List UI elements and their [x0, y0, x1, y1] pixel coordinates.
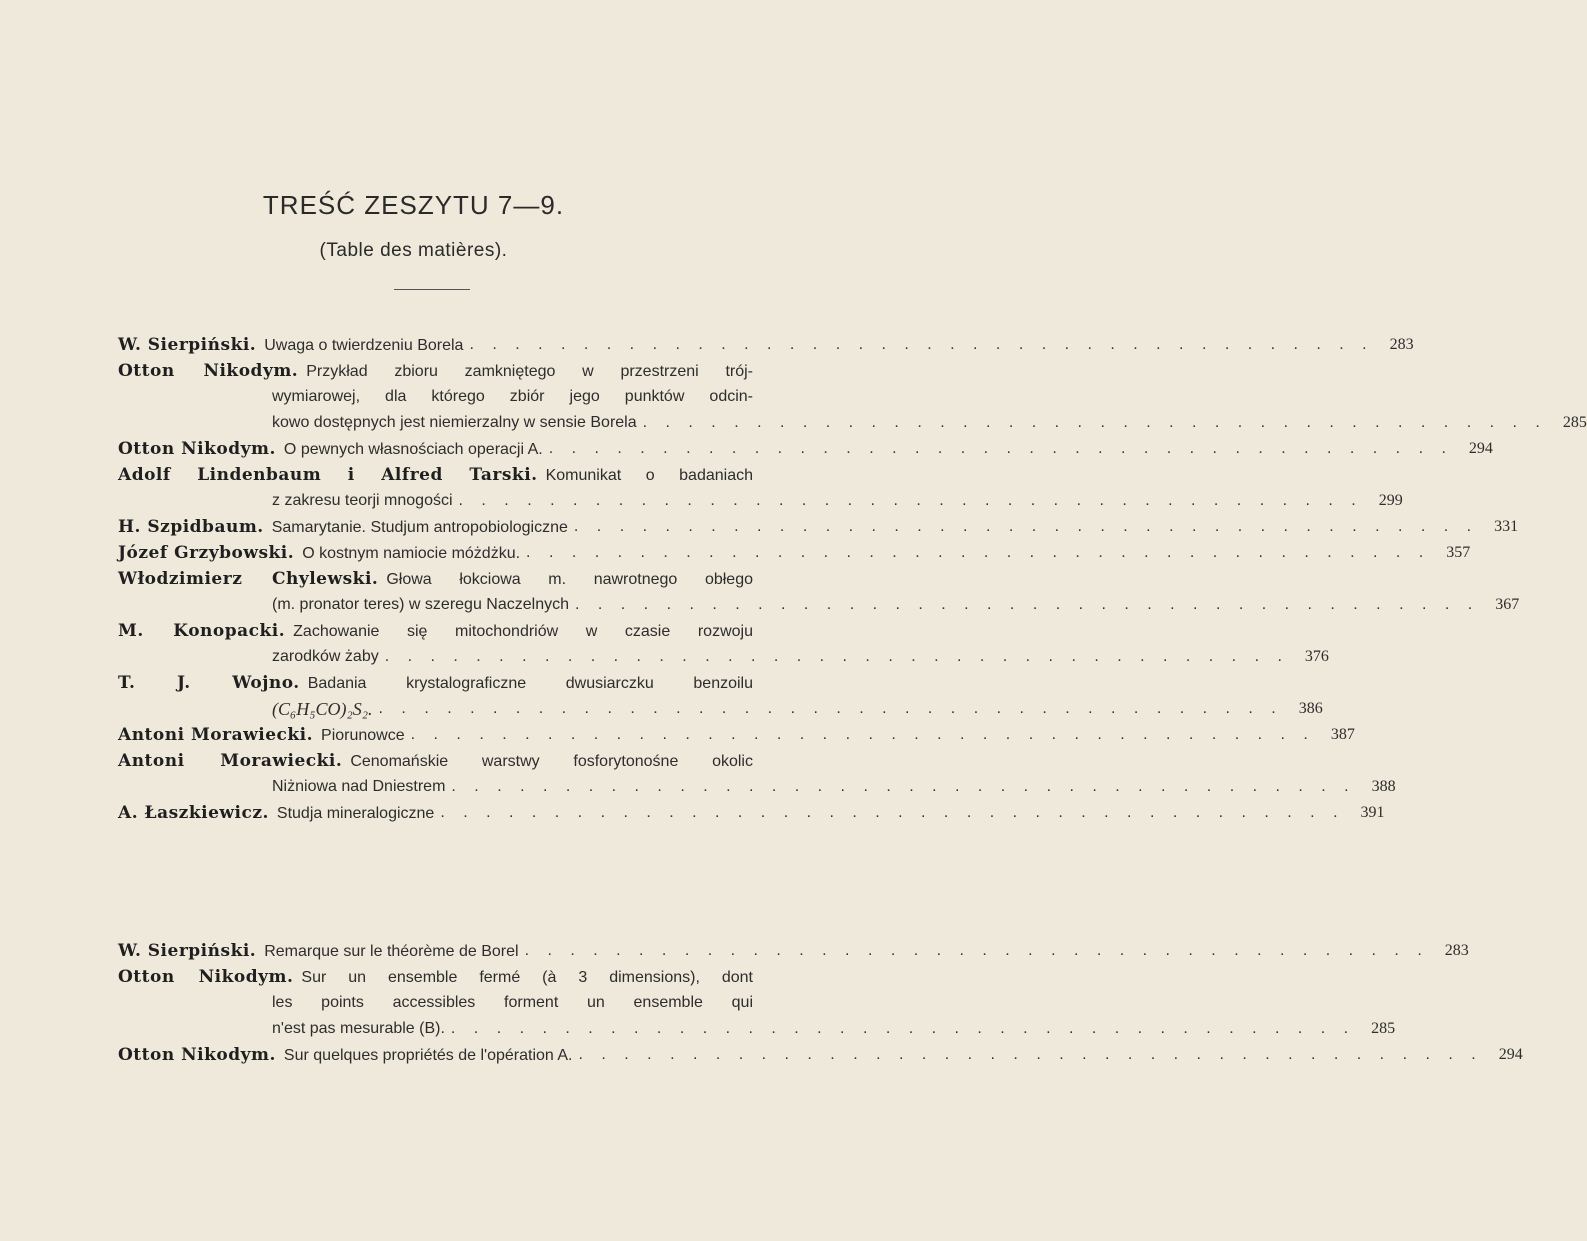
toc-page-number: 391	[1360, 804, 1385, 821]
toc-line	[118, 462, 753, 488]
page-subtitle: (Table des matières).	[319, 240, 508, 261]
toc-line	[118, 748, 753, 774]
toc-title: Sur quelques propriétés de l'opération A.	[283, 1047, 573, 1064]
leader-dots: . . . . . . . . . . . . . . . . . . . . . . . . . . . . . . . . . . . . . . . .	[469, 336, 1374, 353]
toc-entry	[118, 566, 1520, 618]
toc-line	[118, 722, 1355, 748]
toc-entry	[118, 332, 1414, 358]
toc-page-number: 331	[1494, 518, 1519, 535]
toc-page-number: 285	[1371, 1020, 1396, 1037]
leader-dots: . . . . . . . . . . . . . . . . . . . . . . . . . . . . . . . . . . . . . . . .	[440, 804, 1345, 821]
toc-entry	[118, 800, 1385, 826]
toc-line	[118, 800, 1385, 826]
toc-line	[118, 670, 753, 696]
toc-author: Włodzimierz Chylewski.	[118, 569, 379, 589]
toc-line	[118, 436, 1493, 462]
toc-entry	[118, 436, 1493, 462]
toc-author: Adolf Lindenbaum i Alfred Tarski.	[118, 465, 538, 485]
toc-entry	[118, 938, 1469, 964]
toc-author: Otton Nikodym.	[118, 1045, 276, 1065]
toc-line	[118, 488, 1403, 514]
leader-dots: . . . . . . . . . . . . . . . . . . . . . . . . . . . . . . . . . . . . . . . .	[578, 1046, 1483, 1063]
toc-page-number: 386	[1298, 700, 1323, 717]
toc-author: Otton Nikodym.	[118, 439, 276, 459]
leader-dots: . . . . . . . . . . . . . . . . . . . . . . . . . . . . . . . . . . . . . . . .	[573, 518, 1479, 535]
toc-title: Sur un ensemble fermé (à 3 dimensions), dont	[301, 969, 753, 986]
toc-entry	[118, 540, 1471, 566]
toc-entry	[118, 618, 1329, 670]
toc-line	[118, 332, 1414, 358]
toc-page-number: 283	[1444, 942, 1469, 959]
toc-entry	[118, 722, 1355, 748]
toc-page-number: 376	[1304, 648, 1329, 665]
leader-dots: . . . . . . . . . . . . . . . . . . . . . . . . . . . . . . . . . . . . . . . .	[378, 700, 1283, 717]
toc-entry	[118, 514, 1519, 540]
toc-title: Zachowanie się mitochondriów w czasie rozwoju	[293, 623, 753, 640]
toc-author: W. Sierpiński.	[118, 335, 257, 355]
toc-line	[118, 1042, 1523, 1068]
toc-line	[118, 540, 1471, 566]
leader-dots: . . . . . . . . . . . . . . . . . . . . . . . . . . . . . . . . . . . . . . . .	[410, 726, 1315, 743]
toc-entry	[118, 670, 1323, 722]
toc-title: Uwaga o twierdzeniu Borela	[264, 337, 464, 354]
toc-title: Studja mineralogiczne	[276, 805, 435, 822]
toc-entry	[118, 748, 1396, 800]
toc-author: M. Konopacki.	[118, 621, 286, 641]
toc-entry	[118, 462, 1403, 514]
toc-title: les points accessibles forment un ensemble qui	[272, 994, 753, 1011]
toc-title: Cenomańskie warstwy fosforytonośne okolic	[350, 753, 753, 770]
leader-dots: . . . . . . . . . . . . . . . . . . . . . . . . . . . . . . . . . . . . . . . .	[548, 440, 1453, 457]
toc-page-number: 357	[1446, 544, 1471, 561]
toc-title: zarodków żaby	[272, 648, 379, 665]
toc-page-number: 285	[1562, 414, 1587, 431]
toc-title: Głowa łokciowa m. nawrotnego obłego	[386, 571, 753, 588]
toc-line	[118, 696, 1323, 722]
toc-author: H. Szpidbaum.	[118, 517, 264, 537]
toc-line	[118, 592, 1520, 618]
toc-author: Otton Nikodym.	[118, 361, 299, 381]
toc-title: Samarytanie. Studjum antropobiologiczne	[271, 519, 568, 536]
toc-title: Niżniowa nad Dniestrem	[272, 778, 446, 795]
toc-title: n'est pas mesurable (B).	[272, 1020, 445, 1037]
leader-dots: . . . . . . . . . . . . . . . . . . . . . . . . . . . . . . . . . . . . . . . .	[575, 596, 1480, 613]
toc-author: Antoni Morawiecki.	[118, 725, 314, 745]
toc-polish	[118, 332, 1587, 826]
toc-title: wymiarowej, dla którego zbiór jego punktów odcin-	[272, 388, 753, 405]
toc-line	[118, 964, 753, 990]
toc-title: Remarque sur le théorème de Borel	[264, 943, 519, 960]
toc-entry	[118, 964, 1396, 1042]
divider	[394, 289, 470, 290]
toc-line	[118, 644, 1329, 670]
toc-page-number: 367	[1495, 596, 1520, 613]
leader-dots: . . . . . . . . . . . . . . . . . . . . . . . . . . . . . . . . . . . . . . . .	[642, 414, 1547, 431]
toc-title: Komunikat o badaniach	[545, 467, 753, 484]
toc-page-number: 299	[1378, 492, 1403, 509]
toc-title: z zakresu teorji mnogości	[272, 492, 453, 509]
toc-line	[118, 410, 1587, 436]
toc-line	[118, 384, 753, 410]
toc-author: Antoni Morawiecki.	[118, 751, 343, 771]
toc-author: A. Łaszkiewicz.	[118, 803, 269, 823]
toc-page-number: 388	[1371, 778, 1396, 795]
toc-title: Badania krystalograficzne dwusiarczku benzoilu	[307, 675, 754, 692]
leader-dots: . . . . . . . . . . . . . . . . . . . . . . . . . . . . . . . . . . . . . . . .	[384, 648, 1289, 665]
page-title: TREŚĆ ZESZYTU 7—9.	[262, 190, 565, 220]
toc-title: (m. pronator teres) w szeregu Naczelnych	[272, 596, 569, 613]
leader-dots: . . . . . . . . . . . . . . . . . . . . . . . . . . . . . . . . . . . . . . . .	[451, 778, 1356, 795]
toc-entry	[118, 358, 1587, 436]
toc-line	[118, 1016, 1396, 1042]
toc-author: Józef Grzybowski.	[118, 543, 295, 563]
toc-page-number: 387	[1330, 726, 1355, 743]
toc-line	[118, 358, 753, 384]
leader-dots: . . . . . . . . . . . . . . . . . . . . . . . . . . . . . . . . . . . . . . . .	[450, 1020, 1356, 1037]
toc-line	[118, 618, 753, 644]
leader-dots: . . . . . . . . . . . . . . . . . . . . . . . . . . . . . . . . . . . . . . . .	[526, 544, 1431, 561]
toc-title: (C₆H₅CO)₂S₂.	[272, 699, 373, 719]
toc-title: Piorunowce	[321, 727, 405, 744]
toc-line	[118, 514, 1519, 540]
toc-author: Otton Nikodym.	[118, 967, 294, 987]
toc-line	[118, 938, 1469, 964]
toc-title: O kostnym namiocie móżdżku.	[302, 545, 521, 562]
toc-line	[118, 774, 1396, 800]
toc-french	[118, 938, 1523, 1068]
toc-author: W. Sierpiński.	[118, 941, 257, 961]
toc-title: kowo dostępnych jest niemierzalny w sensie Borela	[272, 414, 637, 431]
leader-dots: . . . . . . . . . . . . . . . . . . . . . . . . . . . . . . . . . . . . . . . .	[458, 492, 1363, 509]
toc-title: O pewnych własnościach operacji A.	[283, 441, 543, 458]
toc-line	[118, 566, 753, 592]
toc-author: T. J. Wojno.	[118, 673, 300, 693]
toc-title: Przykład zbioru zamkniętego w przestrzeni trój-	[306, 363, 754, 380]
toc-page-number: 294	[1498, 1046, 1523, 1063]
toc-page-number: 294	[1468, 440, 1493, 457]
toc-entry	[118, 1042, 1523, 1068]
toc-line	[118, 990, 753, 1016]
toc-page-number: 283	[1389, 336, 1414, 353]
leader-dots: . . . . . . . . . . . . . . . . . . . . . . . . . . . . . . . . . . . . . . . .	[524, 942, 1429, 959]
